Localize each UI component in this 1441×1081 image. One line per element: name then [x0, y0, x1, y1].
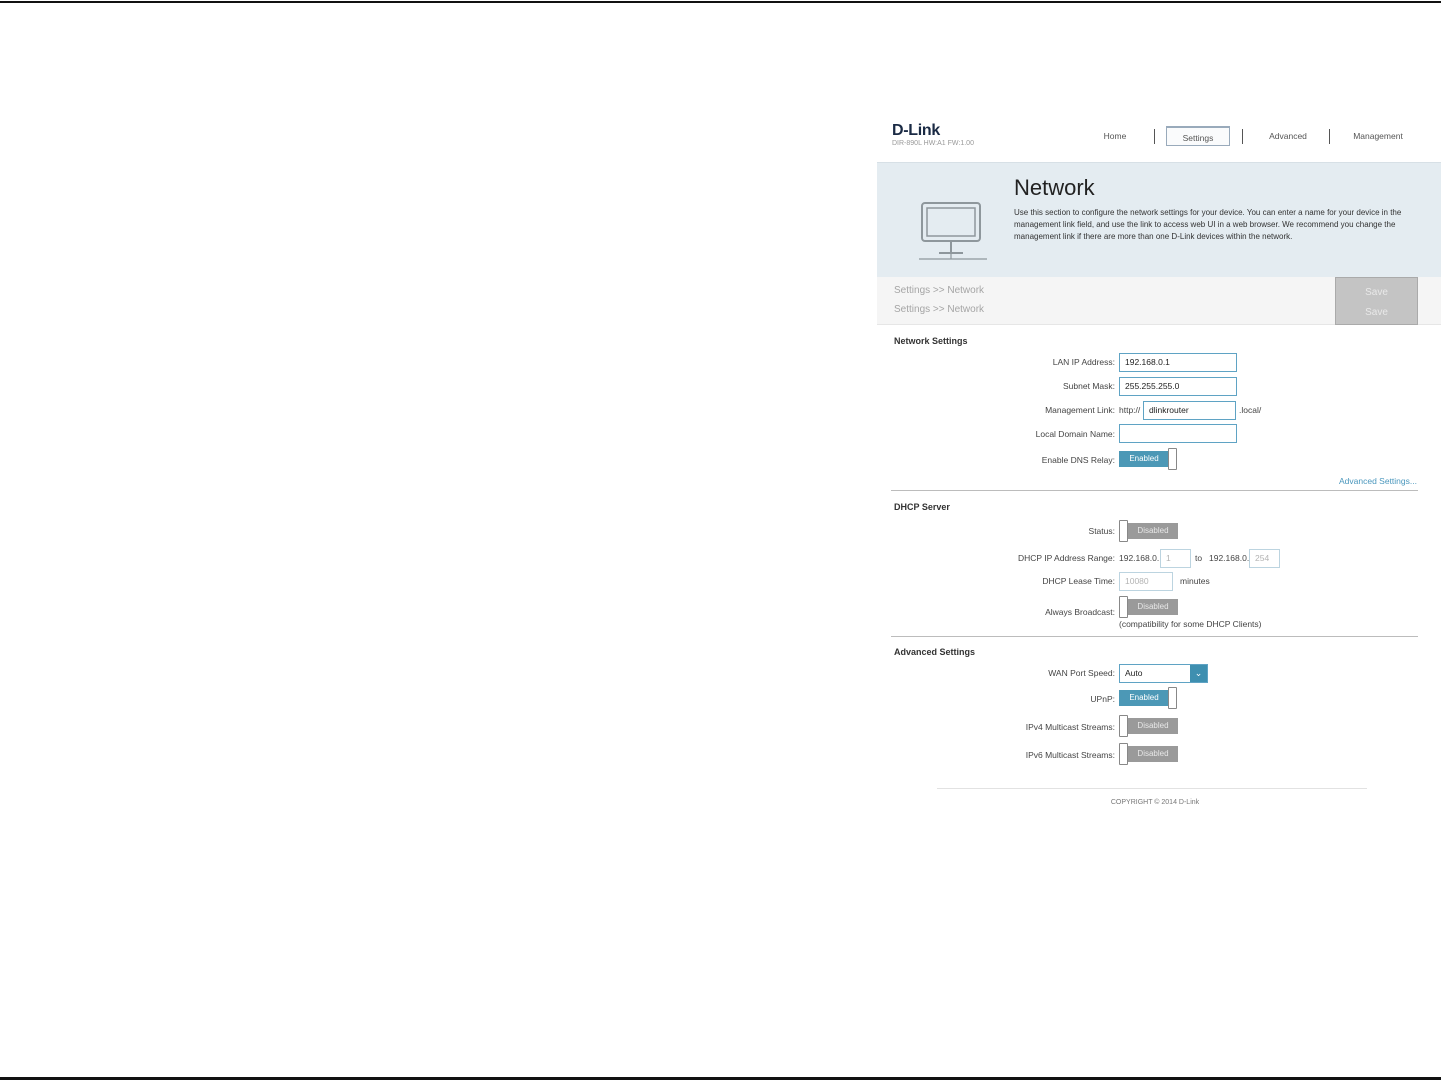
- nav-separator: [1154, 129, 1155, 144]
- dhcp-status-state: Disabled: [1128, 523, 1178, 539]
- subnet-mask-input[interactable]: 255.255.255.0: [1119, 377, 1237, 396]
- toggle-knob: [1168, 687, 1177, 709]
- model-info: DIR-890L HW:A1 FW:1.00: [892, 140, 974, 147]
- always-broadcast-note: (compatibility for some DHCP Clients): [1119, 619, 1262, 629]
- ipv4-multicast-toggle[interactable]: [1119, 715, 1179, 737]
- upnp-toggle[interactable]: [1119, 687, 1179, 709]
- toggle-knob: [1119, 743, 1128, 765]
- ipv6-multicast-label: IPv6 Multicast Streams:: [1025, 750, 1115, 760]
- nav-separator: [1242, 129, 1243, 144]
- dhcp-range-label: DHCP IP Address Range:: [1017, 553, 1115, 563]
- ipv4-multicast-label: IPv4 Multicast Streams:: [1025, 722, 1115, 732]
- always-broadcast-state: Disabled: [1128, 599, 1178, 615]
- save-button-label: Save: [1365, 287, 1388, 298]
- upnp-label: UPnP:: [1090, 694, 1115, 704]
- lease-time-label: DHCP Lease Time:: [1042, 576, 1115, 586]
- page-description: Use this section to configure the network settings for your device. You can enter a name for your device in the management link field, and use the link to access web UI in a web browser. We recommend you change the management link if there are more than one D-Link devices within the network.: [1014, 208, 1402, 241]
- nav-settings[interactable]: Settings: [1166, 126, 1230, 146]
- dhcp-server-title: DHCP Server: [894, 502, 950, 512]
- page-bottom-rule: [0, 1077, 1441, 1080]
- monitor-icon: [915, 201, 990, 266]
- management-link-prefix: http://: [1119, 405, 1141, 415]
- save-button[interactable]: [1335, 277, 1418, 325]
- dhcp-range-to: to: [1195, 553, 1203, 563]
- advanced-settings-link[interactable]: Advanced Settings...: [1339, 476, 1417, 486]
- nav-advanced[interactable]: Advanced: [1269, 131, 1307, 141]
- dhcp-range-end-prefix: 192.168.0.: [1209, 553, 1250, 563]
- dhcp-range-end-input[interactable]: 254: [1249, 549, 1280, 568]
- wan-port-speed-label: WAN Port Speed:: [1048, 668, 1115, 678]
- lan-ip-input[interactable]: 192.168.0.1: [1119, 353, 1237, 372]
- page-title: Network: [1014, 175, 1095, 200]
- upnp-state: Enabled: [1119, 690, 1169, 706]
- dhcp-range-start-prefix: 192.168.0.: [1119, 553, 1160, 563]
- management-link-input[interactable]: dlinkrouter: [1143, 401, 1236, 420]
- ipv4-multicast-state: Disabled: [1128, 718, 1178, 734]
- nav-separator: [1329, 129, 1330, 144]
- dlink-logo[interactable]: D-Link: [892, 122, 940, 139]
- ipv6-multicast-state: Disabled: [1128, 746, 1178, 762]
- page-banner: [877, 162, 1441, 277]
- ipv6-multicast-toggle[interactable]: [1119, 743, 1179, 765]
- dhcp-status-toggle[interactable]: [1119, 520, 1179, 542]
- save-button-label-shadow: Save: [1365, 307, 1388, 318]
- lease-time-input[interactable]: 10080: [1119, 572, 1173, 591]
- toggle-knob: [1119, 520, 1128, 542]
- header: [877, 112, 1441, 162]
- dns-relay-label: Enable DNS Relay:: [1041, 455, 1115, 465]
- advanced-settings-title: Advanced Settings: [894, 647, 976, 657]
- wan-port-speed-select[interactable]: [1119, 664, 1208, 683]
- section-divider: [891, 490, 1418, 491]
- wan-port-speed-value: Auto: [1125, 668, 1143, 678]
- footer-divider: [937, 788, 1367, 789]
- top-nav: [1082, 126, 1422, 146]
- dhcp-range-start-input[interactable]: 1: [1160, 549, 1191, 568]
- lease-time-unit: minutes: [1180, 576, 1210, 586]
- always-broadcast-label: Always Broadcast:: [1045, 607, 1115, 617]
- breadcrumb-shadow: Settings >> Network: [894, 304, 985, 315]
- local-domain-input[interactable]: [1119, 424, 1237, 443]
- subnet-mask-label: Subnet Mask:: [1063, 381, 1115, 391]
- nav-management[interactable]: Management: [1353, 131, 1403, 141]
- dns-relay-state: Enabled: [1119, 451, 1169, 467]
- dns-relay-toggle[interactable]: [1119, 448, 1179, 470]
- always-broadcast-toggle[interactable]: [1119, 596, 1179, 618]
- page-top-rule: [0, 1, 1441, 3]
- management-link-suffix: .local/: [1239, 405, 1262, 415]
- local-domain-label: Local Domain Name:: [1035, 429, 1115, 439]
- breadcrumb: Settings >> Network: [894, 285, 985, 296]
- chevron-down-icon[interactable]: ⌄: [1190, 665, 1207, 682]
- toggle-knob: [1119, 596, 1128, 618]
- management-link-label: Management Link:: [1045, 405, 1115, 415]
- lan-ip-label: LAN IP Address:: [1052, 357, 1115, 367]
- network-settings-title: Network Settings: [894, 336, 968, 346]
- router-web-ui: [877, 112, 1441, 824]
- toggle-knob: [1168, 448, 1177, 470]
- nav-home[interactable]: Home: [1103, 131, 1127, 141]
- section-divider: [891, 636, 1418, 637]
- toggle-knob: [1119, 715, 1128, 737]
- breadcrumb-bar: [877, 277, 1441, 325]
- dhcp-status-label: Status:: [1088, 526, 1115, 536]
- copyright-footer: COPYRIGHT © 2014 D-Link: [1110, 799, 1200, 806]
